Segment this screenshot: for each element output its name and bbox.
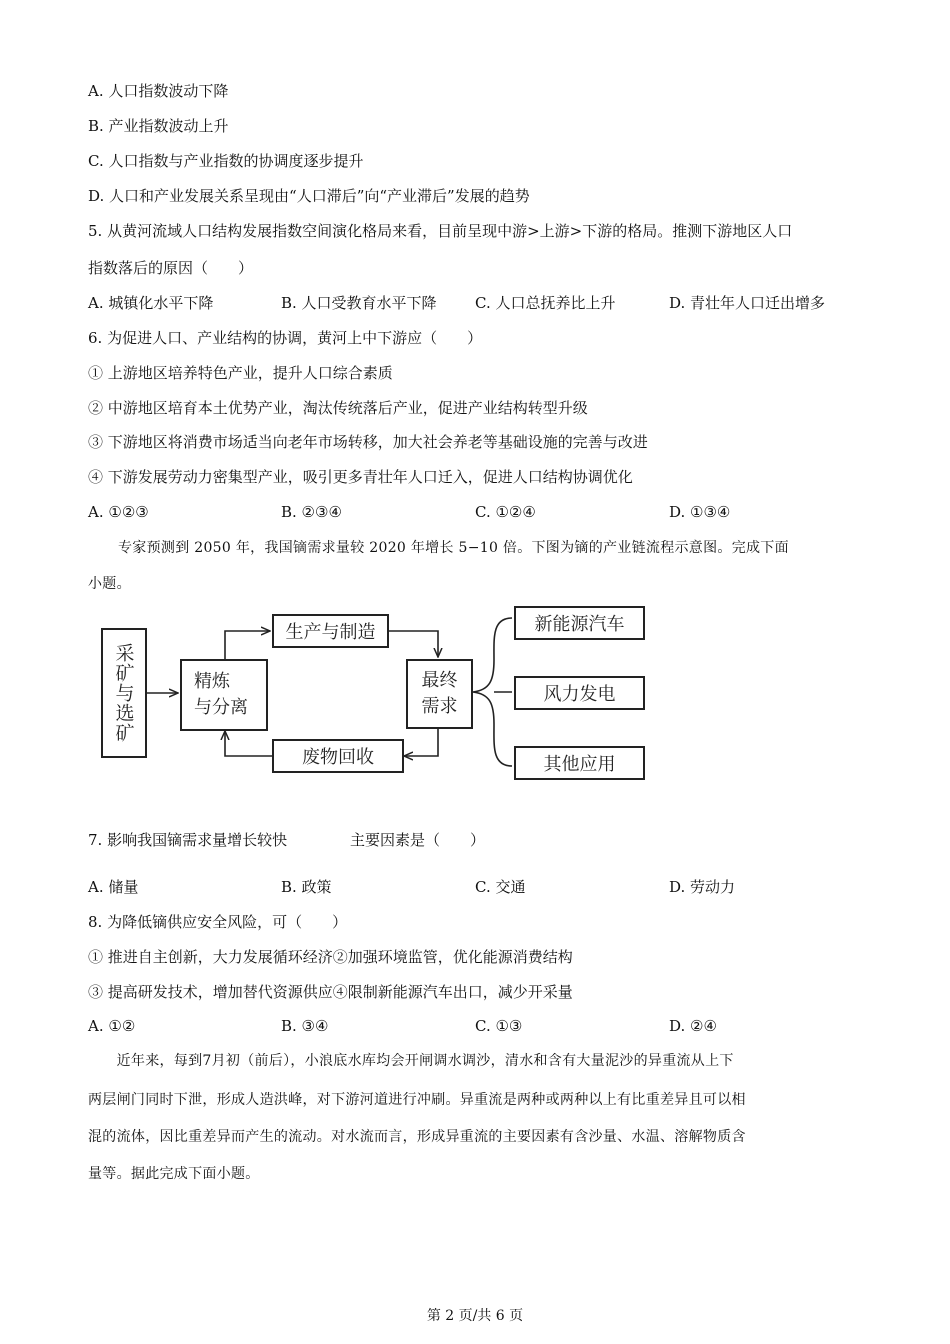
q5-option-a: A. 城镇化水平下降 [88,294,214,312]
q8-option-d: D. ②④ [669,1017,717,1035]
q6-item-1: ① 上游地区培养特色产业，提升人口综合素质 [88,364,393,382]
passage1-line2: 小题。 [88,576,131,592]
passage2-line2: 两层闸门同时下泄，形成人造洪峰，对下游河道进行冲刷。异重流是两种或两种以上有比重差异且可以相 [88,1092,746,1108]
box-wind: 风力发电 [514,676,645,710]
q5-stem-line2: 指数落后的原因（ ） [88,259,254,277]
q7-option-a: A. 储量 [88,878,139,896]
box-production: 生产与制造 [272,614,389,648]
q5-option-c: C. 人口总抚养比上升 [475,294,616,312]
box-other: 其他应用 [514,746,645,780]
q8-option-b: B. ③④ [281,1017,329,1035]
q7-option-d: D. 劳动力 [669,878,736,896]
passage2-line1: 近年来，每到7月初（前后），小浪底水库均会开闸调水调沙，清水和含有大量泥沙的异重流从上下 [88,1053,734,1069]
arrow-production-to-final [389,631,438,657]
q6-item-2: ② 中游地区培育本土优势产业，淘汰传统落后产业，促进产业结构转型升级 [88,399,588,417]
arrow-recycling-to-refining [225,731,272,756]
q8-option-a: A. ①② [88,1017,136,1035]
q5-option-b: B. 人口受教育水平下降 [281,294,437,312]
box-ev: 新能源汽车 [514,606,645,640]
box-refining-line1: 精炼 [194,671,230,692]
arrow-final-to-recycling [404,729,438,756]
q6-stem: 6. 为促进人口、产业结构的协调，黄河上中下游应（ ） [88,329,483,347]
q7-stem-b: 主要因素是（ ） [350,831,486,849]
arrow-refining-to-production [225,631,270,659]
q6-option-b: B. ②③④ [281,503,342,521]
q6-option-c: C. ①②④ [475,503,536,521]
q4-option-d: D. 人口和产业发展关系呈现由“人口滞后”向“产业滞后”发展的趋势 [88,187,530,205]
q8-item-line2: ③ 提高研发技术，增加替代资源供应④限制新能源汽车出口，减少开采量 [88,983,573,1001]
q4-option-b: B. 产业指数波动上升 [88,117,229,135]
q7-option-b: B. 政策 [281,878,332,896]
passage1-line1: 专家预测到 2050 年，我国镝需求量较 2020 年增长 5−10 倍。下图为镝的产业链流程示意图。完成下面 [118,540,789,556]
q5-stem-line1: 5. 从黄河流域人口结构发展指数空间演化格局来看，目前呈现中游>上游>下游的格局。推测下游地区人口 [88,222,793,240]
q8-option-c: C. ①③ [475,1017,523,1035]
q7-option-c: C. 交通 [475,878,526,896]
passage2-line4: 量等。据此完成下面小题。 [88,1166,260,1182]
q6-option-a: A. ①②③ [88,503,149,521]
q8-item-line1: ① 推进自主创新，大力发展循环经济②加强环境监管，优化能源消费结构 [88,948,573,966]
passage2-line3: 混的流体，因比重差异而产生的流动。对水流而言，形成异重流的主要因素有含沙量、水温、溶解物质含 [88,1129,746,1145]
q8-stem: 8. 为降低镝供应安全风险，可（ ） [88,913,348,931]
box-final-line1: 最终 [421,670,458,691]
box-refining-line2: 与分离 [194,697,248,718]
box-final-demand [406,659,473,729]
box-mining: 采矿与选矿 [101,628,147,758]
q5-option-d: D. 青壮年人口迁出增多 [669,294,826,312]
q4-option-a: A. 人口指数波动下降 [88,82,229,100]
box-refining [180,659,268,731]
q4-option-c: C. 人口指数与产业指数的协调度逐步提升 [88,152,364,170]
box-final-line2: 需求 [421,696,458,717]
q7-stem-a: 7. 影响我国镝需求量增长较快 [88,831,288,849]
page-footer: 第 2 页/共 6 页 [426,1308,524,1324]
q6-item-3: ③ 下游地区将消费市场适当向老年市场转移，加大社会养老等基础设施的完善与改进 [88,433,648,451]
q6-option-d: D. ①③④ [669,503,731,521]
box-recycling: 废物回收 [272,739,404,773]
q6-item-4: ④ 下游发展劳动力密集型产业，吸引更多青壮年人口迁入，促进人口结构协调优化 [88,468,633,486]
